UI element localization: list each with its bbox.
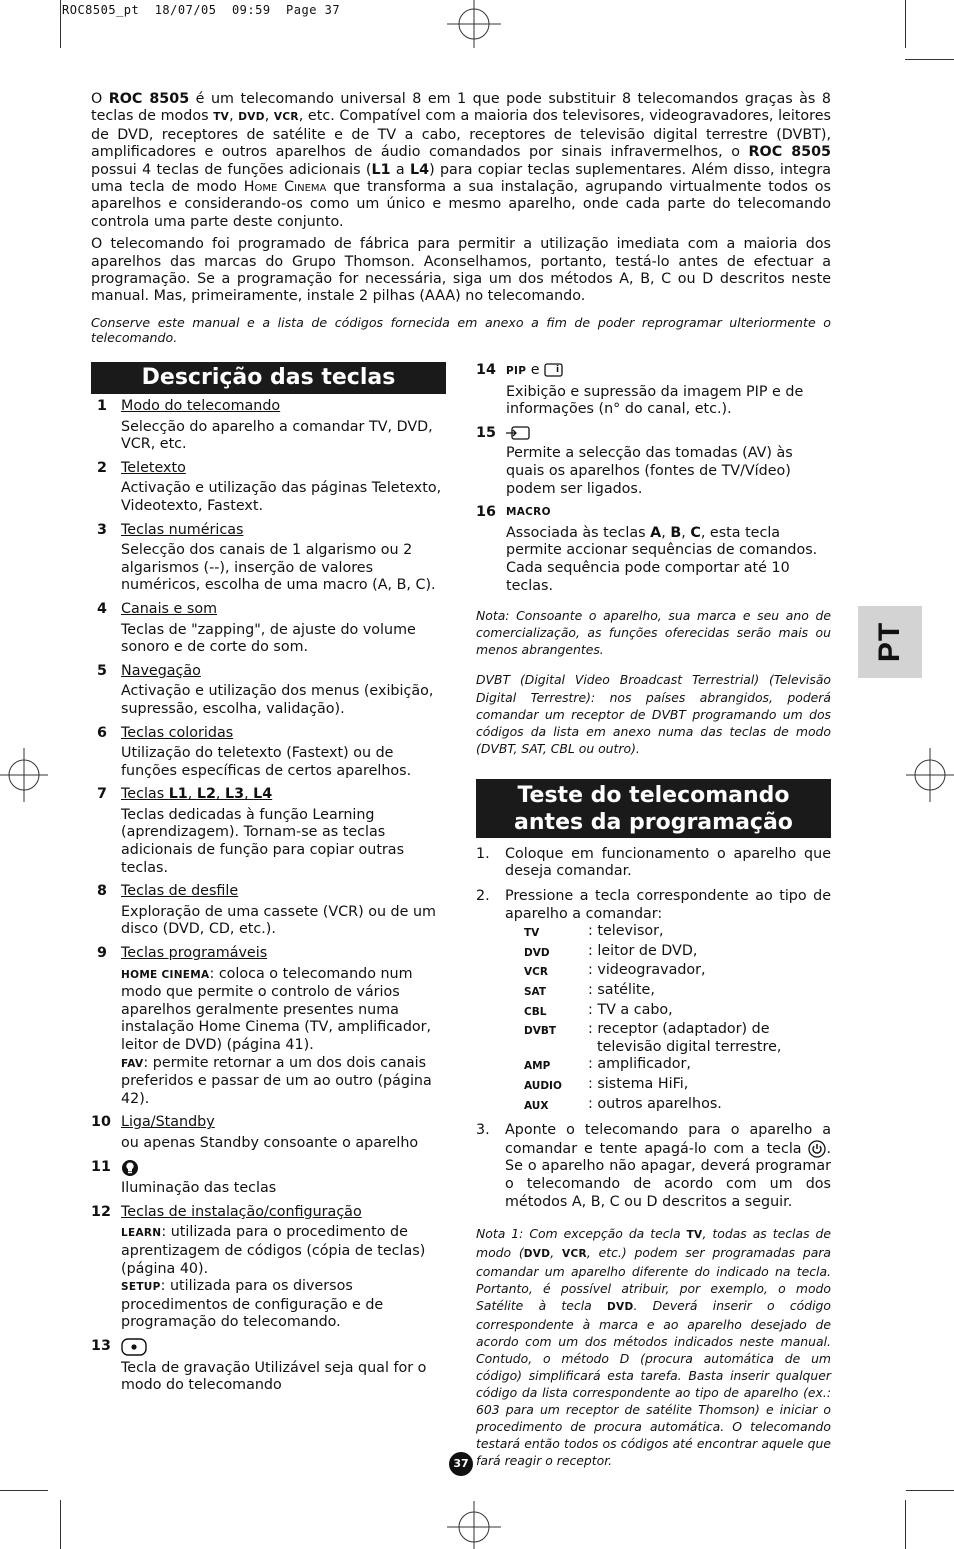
note-1: Nota 1: Com excepção da tecla TV, todas as teclas de modo (DVD, VCR, etc.) podem ser programadas para comandar um aparelho diferente do indicado na tecla. Portanto, é possível atribuir, por exemplo, o modo Satélite à tecla DVD. Deverá inserir o código correspondente à marca e ao aparelho desejado de acordo com um dos métodos indicados neste manual. Contudo, o método D (procura automática de um código) simplificará esta tarefa. Basta inserir qualquer código da lista correspondente ao tipo de aparelho (ex.: 603 para um receptor de satélite Thomson) e iniciar o procedimento de procura automática. O telecomando testará então todos os códigos até encontrar aquele que fará reagir o receptor.	[476, 1226, 832, 1469]
crop-mark-bottom-right-h	[906, 1490, 954, 1491]
key-label: Liga/Standby	[121, 1114, 215, 1131]
key-label: Teletexto	[121, 459, 186, 476]
page-number-badge: 37	[449, 1452, 473, 1476]
key-item: 13 Tecla de gravação Utilizável seja qual for o modo do telecomando	[91, 1337, 427, 1394]
registration-mark-top-icon	[447, 0, 501, 48]
key-item: 4 Canais e som Teclas de "zapping", de ajuste do volume sonoro e de corte do som.	[91, 601, 446, 657]
key-label: Teclas programáveis	[121, 945, 268, 962]
intro-paragraph-1: O ROC 8505 é um telecomando universal 8 em 1 que pode substituir 8 telecomandos graças às 8 teclas de modos TV, DVD, VCR, etc. Compatível com a maioria dos televisores, videogravadores, leitores de DVD, receptores de satélite e de TV a cabo, receptores de televisão digital terrestre (DVBT), amplificadores e outros aparelhos de áudio comandados por sinais infravermelhos, o ROC 8505 possui 4 teclas de funções adicionais (L1 a L4) para copiar teclas suplementares. Além disso, integra uma tecla de modo Home Cinema que transforma a sua instalação, agrupando virtualmente todos os aparelhos e considerando-os como um único e mesmo aparelho, onde cada parte do telecomando controla uma parte deste conjunto.	[91, 91, 832, 230]
crop-mark-bottom-left-h	[0, 1490, 48, 1491]
key-label: Teclas de instalação/configuração	[121, 1203, 362, 1220]
step-3: 3. Aponte o telecomando para o aparelho a comandar e tente apagá-lo com a tecla . Se o aparelho não apagar, deverá programar o telecomando de acordo com um dos métodos A, B, C ou D descritos a seguir.	[476, 1122, 831, 1210]
intro-paragraph-2: O telecomando foi programado de fábrica para permitir a utilização imediata com a maioria dos aparelhos das marcas do Grupo Thomson. Aconselhamos, portanto, testá-lo antes de efectuar a programação. Se a programação for necessária, siga um dos métodos A, B, C ou D descritos neste manual. Mas, primeiramente, instale 2 pilhas (AAA) no telecomando.	[91, 236, 831, 305]
registration-mark-right-icon	[906, 748, 954, 802]
device-row: TV : televisor,	[524, 923, 664, 940]
device-row: AUDIO : sistema HiFi,	[524, 1076, 689, 1092]
device-row: SAT : satélite,	[524, 982, 655, 999]
key-label: Teclas de desfile	[121, 883, 239, 900]
svg-text:i: i	[556, 365, 560, 375]
device-row: VCR : videogravador,	[524, 962, 706, 979]
left-column	[91, 362, 446, 1395]
record-button-icon	[121, 1338, 147, 1356]
key-item: 16 MACRO Associada às teclas A, B, C, esta tecla permite accionar sequências de comandos. Cada sequência pode comportar até 10 teclas.	[476, 504, 831, 595]
av-input-icon	[506, 425, 532, 441]
registration-mark-bottom-icon	[447, 1501, 501, 1549]
registration-mark-left-icon	[0, 748, 48, 802]
step-1: 1. Coloque em funcionamento o aparelho que deseja comandar.	[476, 845, 831, 880]
device-row: CBL : TV a cabo,	[524, 1001, 673, 1018]
key-item: 5 Navegação Activação e utilização dos menus (exibição, supressão, escolha, validação).	[91, 663, 446, 719]
device-row: AMP : amplificador,	[524, 1056, 691, 1073]
print-header: ROC8505_pt 18/07/05 09:59 Page 37	[62, 3, 341, 17]
info-screen-icon	[544, 362, 564, 378]
key-item: 2 Teletexto Activação e utilização das páginas Teletexto, Videotexto, Fastext.	[91, 460, 446, 516]
key-label: Canais e som	[121, 600, 217, 617]
key-item: 3 Teclas numéricas Selecção dos canais de 1 algarismo ou 2 algarismos (--), inserção de valores numéricos, escolha de uma macro (A, B, C).	[91, 522, 446, 595]
step-2: 2. Pressione a tecla correspondente ao tipo de aparelho a comandar: TV : televisor, DVD : leitor de DVD, VCR : videogravador, SAT : satélite, CBL : TV a cabo, DVBT : receptor (adaptador) de televisão digital terrestre, AMP : amplificador, AUDIO : sistema HiFi, AUX : outros aparelhos.	[476, 888, 831, 1115]
note-abrangentes: Nota: Consoante o aparelho, sua marca e seu ano de comercialização, as funções oferecidas serão mais ou menos abrangentes.	[476, 608, 831, 658]
crop-mark-top-right-v	[905, 0, 906, 48]
key-item: 1 Modo do telecomando Selecção do aparelho a comandar TV, DVD, VCR, etc.	[91, 398, 446, 454]
key-item: 6 Teclas coloridas Utilização do teletexto (Fastext) ou de funções específicas de certos aparelhos.	[91, 725, 446, 781]
key-label: Modo do telecomando	[121, 398, 281, 414]
key-item: 11 Iluminação das teclas	[91, 1158, 277, 1197]
crop-mark-top-right-h	[905, 59, 954, 60]
key-item: 9 Teclas programáveis HOME CINEMA: coloca o telecomando num modo que permite o controlo de vários aparelhos geralmente presentes numa instalação Home Cinema (TV, amplificador, leitor de DVD) (página 41). FAV: permite retornar a um dos dois canais preferidos e passar de um ao outro (página 42).	[91, 945, 446, 1108]
power-icon	[808, 1140, 826, 1158]
key-item: 12 Teclas de instalação/configuração LEARN: utilizada para o procedimento de aprentizagem de códigos (cópia de teclas) (página 40). SETUP: utilizada para os diversos procedimentos de configuração e de programação do telecomando.	[91, 1204, 446, 1332]
crop-mark-bottom-right-v	[905, 1500, 906, 1549]
key-item: 15 Permite a selecção das tomadas (AV) às quais os aparelhos (fontes de TV/Vídeo) podem ser ligados.	[476, 424, 793, 497]
key-item: 8 Teclas de desfile Exploração de uma cassete (VCR) ou de um disco (DVD, CD, etc.).	[91, 883, 446, 939]
intro-section	[91, 91, 831, 351]
device-row: DVBT : receptor (adaptador) de televisão digital terrestre,	[524, 1021, 782, 1055]
key-label: Teclas numéricas	[121, 521, 244, 538]
key-item: 7 Teclas L1, L2, L3, L4 Teclas dedicadas à função Learning (aprendizagem). Tornam-se as teclas adicionais de função para copiar outras teclas.	[91, 786, 446, 877]
key-item: 10 Liga/Standby ou apenas Standby consoante o aparelho	[91, 1114, 446, 1152]
note-dvbt: DVBT (Digital Video Broadcast Terrestrial) (Televisão Digital Terrestre): nos países abrangidos, poderá comandar um receptor de DVBT programando um dos códigos da lista em anexo numa das teclas de modo (DVBT, SAT, CBL ou outro).	[476, 672, 831, 756]
language-tab: PT	[858, 606, 922, 678]
device-row: DVD : leitor de DVD,	[524, 942, 698, 959]
device-row: AUX : outros aparelhos.	[524, 1095, 722, 1112]
right-column	[476, 362, 831, 1469]
crop-mark-top-left-v	[60, 0, 61, 48]
crop-mark-bottom-left-v	[60, 1500, 61, 1549]
section-title-descricao: Descrição das teclas	[91, 362, 446, 394]
key-label: Navegação	[121, 662, 201, 679]
light-bulb-icon	[121, 1159, 139, 1177]
intro-note: Conserve este manual e a lista de códigos fornecida em anexo a fim de poder reprogramar ulteriormente o telecomando.	[91, 314, 831, 346]
test-steps	[476, 846, 831, 1211]
key-label: MACRO	[506, 506, 551, 519]
key-label: Teclas coloridas	[121, 724, 234, 741]
section-title-teste: Teste do telecomando antes da programação	[476, 779, 831, 838]
key-item: 14 PIP e i Exibição e supressão da imagem PIP e de informações (n° do canal, etc.).	[476, 362, 804, 418]
key-label: Teclas L1, L2, L3, L4	[121, 786, 273, 803]
